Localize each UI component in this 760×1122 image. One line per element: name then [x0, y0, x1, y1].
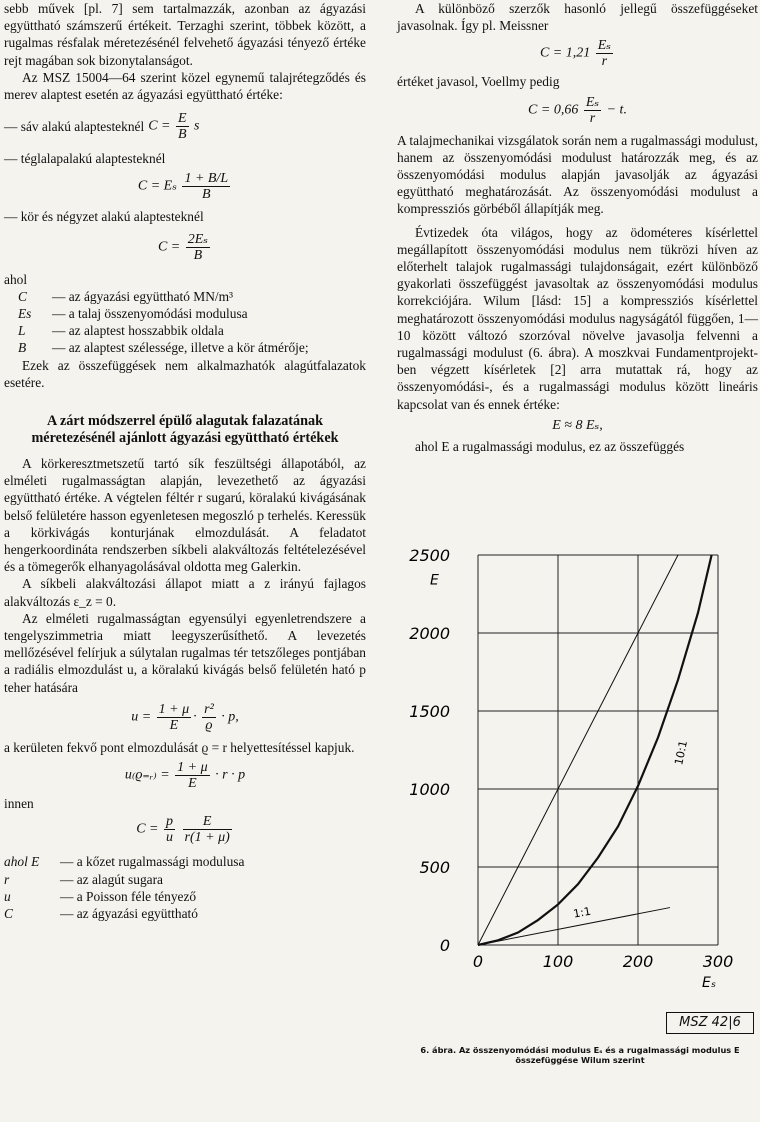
denominator: B [193, 247, 203, 263]
definition-item [4, 871, 366, 888]
chart-svg [400, 545, 758, 1005]
definition-list [4, 288, 366, 357]
paragraph: sebb művek [pl. 7] sem tartalmazzák, azonban az ágyazási együttható számszerű értékeit. Terzaghi szerint, többek között, a rugalmas résfalak méretezésénél felvehető ágyazási tényező értéke rejt magában sok bizonytalanságot. [4, 1, 366, 68]
fraction [186, 232, 210, 263]
denominator: u [166, 830, 174, 846]
definition-symbol: C [4, 905, 13, 921]
right-column [397, 0, 758, 455]
denominator: E [169, 717, 179, 733]
definition-list [4, 853, 366, 922]
formula-u: u = $\frac{1 + \mu}{E}$ · $\frac{\text{r²}}{ϱ}$ · p, [131, 701, 239, 733]
definition-text: — az alaptest szélessége, illetve a kör átmérője; [52, 340, 309, 356]
section-heading: A zárt módszerrel épülő alagutak falazatának méretezésénél ajánlott ágyazási együttható értékek [31, 413, 339, 447]
definition-symbol: Es [18, 306, 32, 322]
denominator: r [589, 110, 596, 126]
chart [400, 545, 758, 1005]
rect-label: — téglalapalakú alaptesteknél [4, 151, 166, 167]
fraction [157, 702, 191, 733]
numerator: 1 + μ [158, 701, 190, 717]
formula-part: C = [148, 118, 171, 134]
definition-text: — a kőzet rugalmassági modulusa [60, 854, 245, 870]
y-tick-label: 500 [419, 858, 450, 877]
definition-symbol: C [18, 288, 27, 304]
definition-symbol: u [4, 888, 11, 904]
denominator: ϱ [205, 717, 213, 733]
x-axis-label: Eₛ [702, 975, 717, 991]
definition-symbol: ahol E [4, 854, 40, 870]
numerator: p [166, 814, 174, 830]
denominator: r(1 + μ) [184, 830, 230, 846]
fraction [183, 814, 232, 845]
series-line [478, 555, 678, 945]
ahol-label: ahol [4, 271, 28, 287]
fraction [584, 95, 601, 126]
numerator: r² [204, 701, 214, 717]
formula-part: u₍ϱ₌ᵣ₎ = [124, 767, 170, 783]
annotation-label: 1:1 [572, 904, 592, 921]
formula-strip [148, 111, 199, 142]
formula-part: s [194, 118, 200, 134]
definition-item [4, 905, 366, 922]
fraction [182, 171, 230, 202]
numerator: E [183, 814, 232, 830]
definition-symbol: L [18, 323, 26, 339]
y-tick-label: 0 [439, 936, 450, 955]
paragraph: Az MSZ 15004—64 szerint közel egynemű talajrétegződés és merev alaptest esetén az ágyazási együttható értéke: [4, 69, 366, 103]
numerator: Eₛ [597, 38, 612, 54]
formula-part: − t. [606, 102, 627, 118]
numerator: Eₛ [585, 94, 600, 110]
numerator: 1 + μ [177, 760, 208, 776]
formula-e8: E ≈ 8 Eₛ, [552, 417, 603, 433]
fraction [164, 814, 175, 845]
numerator: E [177, 111, 187, 127]
definition-text: — az alagút sugara [60, 871, 163, 887]
formula-part: u = [131, 709, 152, 725]
formula-part: · p, [221, 709, 239, 725]
formula-c-final [4, 814, 366, 845]
definition-text: — a talaj összenyomódási modulusa [52, 306, 248, 322]
y-axis-label: E [430, 572, 439, 589]
annotation-label: 10:1 [672, 739, 691, 767]
formula-part: · r · p [215, 767, 246, 783]
formula-part: C = [136, 822, 159, 838]
denominator: B [177, 127, 187, 143]
paragraph: Ezek az összefüggések nem alkalmazhatók alagútfalazatok esetére. [4, 357, 366, 390]
formula-part: C = [157, 239, 181, 255]
fraction [176, 111, 189, 142]
formula-circle [4, 232, 366, 263]
denominator: B [202, 187, 211, 203]
definition-text: — az ágyazási együttható MN/m³ [52, 288, 234, 304]
figure-caption: 6. ábra. Az összenyomódási modulus Eₛ és a rugalmassági modulus E összefüggése Wilum szerint [420, 1045, 740, 1065]
formula-ur [4, 760, 366, 791]
definition-text: — az ágyazási együttható [60, 905, 198, 921]
formula-label: — sáv alakú alaptesteknél [4, 119, 145, 135]
strip-formula-line [4, 109, 366, 144]
definition-item [4, 305, 366, 322]
y-tick-label: 1500 [409, 702, 450, 721]
formula-part: C = 0,66 [528, 102, 579, 118]
fraction [596, 38, 613, 69]
numerator: 2Eₛ [187, 231, 209, 247]
definition-symbol: B [18, 340, 27, 356]
left-column [4, 0, 366, 922]
x-tick-label: 200 [622, 952, 654, 971]
paragraph: A talajmechanikai vizsgálatok során nem a rugalmassági modulust, hanem az összenyomódási modulust határozzák meg, és az összenyomódási modulus alapján javasolják az ágyazási együttható meghatározását. Az összenyomódási modulust a kompressziós görbéből állapítják meg. [397, 132, 758, 217]
numerator: 1 + B/L [184, 171, 229, 187]
paragraph: A különböző szerzők hasonló jellegű összefüggéseket javasolnak. Így pl. Meissner [397, 1, 758, 34]
definition-item [4, 322, 366, 339]
formula-rect [4, 171, 366, 202]
paragraph: A körkeresztmetszetű tartó sík feszültségi állapotából, az elméleti rugalmasságtan alapján, levezethető az ágyazási együttható értéke. A végtelen féltér r sugarú, köralakú kivágásának belső felületére hasson egyenletesen megoszló p terhelés. Keressük a körkivágás konturjának elmozdulását. A feladatot hengerkoordináta rendszerben síkbeli alakváltozás feltételezésével és a tömegerők elhanyagolásával oldotta meg Galerkin. [4, 456, 366, 575]
definition-text: — a Poisson féle tényező [60, 888, 197, 904]
paragraph: A síkbeli alakváltozási állapot miatt a z irányú fajlagos alakváltozás ε_z = 0. [4, 576, 366, 609]
x-tick-label: 0 [472, 952, 484, 971]
y-tick-label: 2000 [409, 624, 450, 643]
paragraph: ahol E a rugalmassági modulus, ez az összefüggés [415, 438, 685, 454]
y-tick-label: 1000 [409, 780, 450, 799]
definition-item [4, 339, 366, 356]
definition-item [4, 288, 366, 305]
paragraph: értéket javasol, Voellmy pedig [397, 74, 560, 90]
x-tick-label: 300 [702, 952, 734, 971]
formula-voellmy [397, 95, 758, 126]
definition-item [4, 853, 366, 870]
fraction [202, 702, 216, 733]
definition-item [4, 888, 366, 905]
innen-label: innen [4, 796, 34, 812]
y-tick-label: 2500 [409, 546, 450, 565]
paragraph: Az elméleti rugalmasságtan egyensúlyi egyenletrendszere a tengelyszimmetria miatt leegyszerűsíthető. A levezetés mellőzésével felírjuk a súlytalan rugalmas tér tetszőleges pontjában a radiális elmozdulást u, a köralakú kivágás belső felületén ható p teher hatására [4, 610, 366, 695]
definition-symbol: r [4, 871, 10, 887]
formula-part: C = Eₛ [137, 179, 177, 195]
denominator: E [188, 776, 197, 792]
denominator: r [601, 54, 608, 70]
paragraph: a kerületen fekvő pont elmozdulását ϱ = r helyettesítéssel kapjuk. [4, 739, 355, 755]
fraction [175, 760, 209, 791]
circle-label: — kör és négyzet alakú alaptesteknél [4, 209, 204, 225]
stamp: MSZ 42|6 [666, 1012, 754, 1034]
formula-meissner [397, 38, 758, 69]
x-tick-label: 100 [542, 952, 574, 971]
definition-text: — az alaptest hosszabbik oldala [52, 323, 224, 339]
formula-part: C = 1,21 [539, 46, 591, 62]
paragraph: Évtizedek óta világos, hogy az ödométeres kísérlettel megállapított összenyomódási modulus nem tükrözi híven az előterhelt talajok rugalmassági tulajdonságait, ezért különböző gyakorlati összefüggést javasoltak az összenyomódási modulus korrekciójára. Wilum [lásd: 15] a kompressziós kísérlettel meghatározott összenyomódási modulus nagyságától függően, 1—10 között változó szorzóval növelve javasolja felvenni a rugalmassági modulust (6. ábra). A moszkvai Fundamentprojekt-ben végzett kísérletek [2] arra mutattak rá, hogy az összenyomódási-, és a rugalmassági modulus között lineáris kapcsolat van és ennek értéke: [397, 224, 758, 412]
